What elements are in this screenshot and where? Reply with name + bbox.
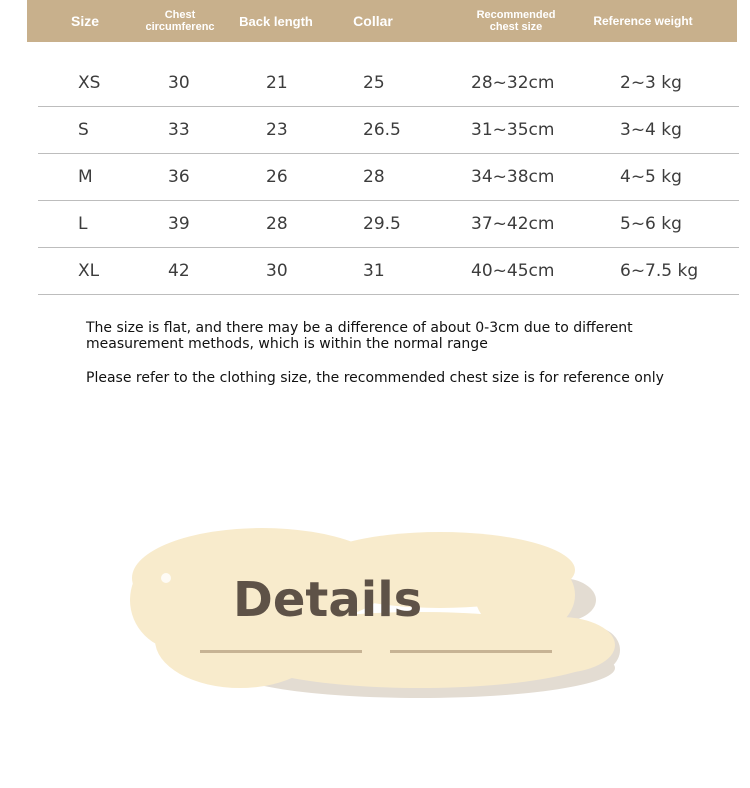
cell-back: 23 [266, 120, 288, 140]
details-underline-left [200, 650, 362, 653]
header-collar: Collar [353, 13, 393, 29]
note-measurement: The size is flat, and there may be a difference of about 0-3cm due to different measurement methods, which is within the normal range [86, 320, 633, 352]
cell-collar: 31 [363, 261, 385, 281]
cell-collar: 26.5 [363, 120, 401, 140]
cell-recommended: 40~45cm [471, 261, 555, 281]
cell-recommended: 31~35cm [471, 120, 555, 140]
cell-size: L [78, 214, 88, 234]
header-recommended-line1: Recommended [476, 9, 556, 21]
cell-weight: 6~7.5 kg [620, 261, 699, 281]
header-recommended-line2: chest size [489, 21, 543, 33]
cell-collar: 25 [363, 73, 385, 93]
header-chest-line1: Chest [164, 9, 196, 21]
cell-chest: 30 [168, 73, 190, 93]
cell-size: S [78, 120, 89, 140]
cell-weight: 2~3 kg [620, 73, 682, 93]
cell-recommended: 34~38cm [471, 167, 555, 187]
cell-size: M [78, 167, 93, 187]
cell-chest: 36 [168, 167, 190, 187]
cell-chest: 39 [168, 214, 190, 234]
cell-chest: 42 [168, 261, 190, 281]
header-back-length: Back length [239, 13, 313, 29]
header-reference-weight: Reference weight [593, 14, 693, 28]
cell-back: 30 [266, 261, 288, 281]
cloud-highlight [161, 573, 171, 583]
cell-chest: 33 [168, 120, 190, 140]
cell-collar: 29.5 [363, 214, 401, 234]
details-underline-right [390, 650, 552, 653]
cell-size: XL [78, 261, 100, 281]
header-chest-line2: circumferenc [145, 21, 215, 33]
cell-recommended: 37~42cm [471, 214, 555, 234]
cell-collar: 28 [363, 167, 385, 187]
details-title: Details [233, 572, 423, 628]
cell-weight: 4~5 kg [620, 167, 682, 187]
note-reference: Please refer to the clothing size, the recommended chest size is for reference only [86, 370, 664, 386]
cell-recommended: 28~32cm [471, 73, 555, 93]
cell-back: 28 [266, 214, 288, 234]
header-size: Size [70, 13, 99, 29]
cell-back: 21 [266, 73, 288, 93]
cell-weight: 3~4 kg [620, 120, 682, 140]
cell-weight: 5~6 kg [620, 214, 682, 234]
cell-size: XS [78, 73, 101, 93]
cell-back: 26 [266, 167, 288, 187]
